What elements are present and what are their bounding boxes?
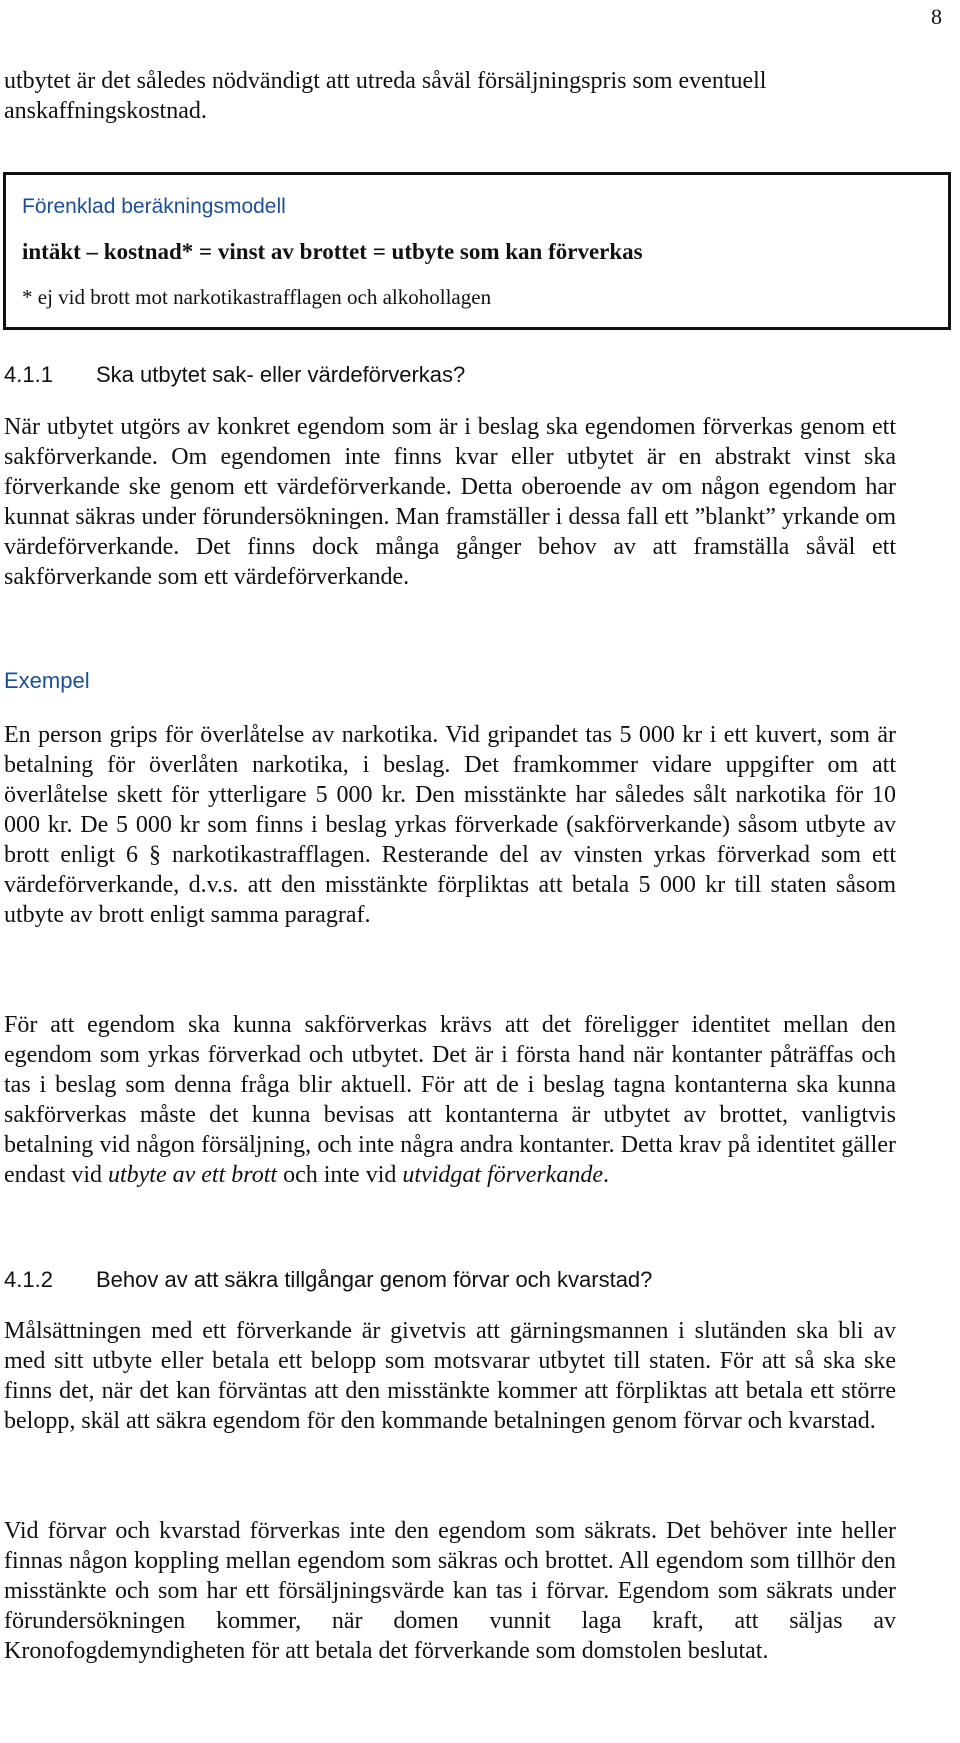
section-4-1-2-paragraph-1: Målsättningen med ett förverkande är givetvis att gärningsmannen i slutänden ska bli av med sitt utbyte eller betala ett belopp som motsvarar utbytet till staten. För att så ska ske finns det, när det kan förväntas att den misstänkte kommer att förpliktas att betala ett större belopp, skäl att säkra egendom för den kommande betalningen genom förvar och kvarstad. <box>4 1318 896 1434</box>
section-heading-4-1-2 <box>4 1267 652 1293</box>
section-4-1-1-paragraph: När utbytet utgörs av konkret egendom som är i beslag ska egendomen förverkas genom ett sakförverkande. Om egendomen inte finns kvar eller utbytet är en abstrakt vinst ska förverkande ske genom ett värdeförverkande. Detta oberoende av om någon egendom har kunnat säkras under förundersökningen. Man framställer i dessa fall ett ”blankt” yrkande om värdeförverkande. Det finns dock många gånger behov av att framställa såväl ett sakförverkande som ett värdeförverkande. <box>4 414 896 590</box>
identity-middle: och inte vid <box>277 1162 403 1188</box>
section-number: 4.1.2 <box>4 1267 53 1292</box>
box-formula: intäkt – kostnad* = vinst av brottet = utbyte som kan förverkas <box>22 239 643 264</box>
identity-end: . <box>603 1162 609 1188</box>
section-heading-4-1-1 <box>4 362 465 388</box>
identity-text: För att egendom ska kunna sakförverkas krävs att det föreligger identitet mellan den egendom som yrkas förverkad och utbytet. Det är i första hand när kontanter påträffas och tas i beslag som denna fråga blir aktuell. För att de i beslag tagna kontanterna ska kunna sakförverkas måste det kunna bevisas att kontanterna är utbytet av brottet, vanligtvis betalning vid någon försäljning, och inte några andra kontanter. Detta krav på identitet gäller endast vid <box>4 1012 896 1188</box>
section-title: Ska utbytet sak- eller värdeförverkas? <box>96 362 466 387</box>
example-label: Exempel <box>4 668 90 693</box>
box-title: Förenklad beräkningsmodell <box>22 195 286 218</box>
box-note: * ej vid brott mot narkotikastrafflagen och alkohollagen <box>22 285 492 309</box>
page-number: 8 <box>931 4 942 29</box>
identity-paragraph <box>4 1010 896 1190</box>
identity-italic-1: utbyte av ett brott <box>107 1162 278 1188</box>
section-4-1-2-paragraph-2: Vid förvar och kvarstad förverkas inte den egendom som säkrats. Det behöver inte heller finnas någon koppling mellan egendom som säkras och brottet. All egendom som tillhör den misstänkte och som har ett försäljningsvärde kan tas i förvar. Egendom som säkrats under förundersökningen kommer, när domen vunnit laga kraft, att säljas av Kronofogdemyndigheten för att betala det förverkande som domstolen beslutat. <box>4 1518 896 1664</box>
intro-paragraph: utbytet är det således nödvändigt att utreda såväl försäljningspris som eventuell anskaffningskostnad. <box>4 68 767 124</box>
identity-italic-2: utvidgat förverkande <box>402 1162 603 1188</box>
section-number: 4.1.1 <box>4 362 53 387</box>
example-paragraph: En person grips för överlåtelse av narkotika. Vid gripandet tas 5 000 kr i ett kuvert, som är betalning för överlåten narkotika, i beslag. Det framkommer vidare uppgifter om att överlåtelse skett för ytterligare 5 000 kr. Den misstänkte har således sålt narkotika för 10 000 kr. De 5 000 kr som finns i beslag yrkas förverkade (sakförverkande) såsom utbyte av brott enligt 6 § narkotikastrafflagen. Resterande del av vinsten yrkas förverkad som ett värdeförverkande, d.v.s. att den misstänkte förpliktas att betala 5 000 kr till staten såsom utbyte av brott enligt samma paragraf. <box>4 722 896 928</box>
section-title: Behov av att säkra tillgångar genom förvar och kvarstad? <box>96 1267 653 1292</box>
calculation-model-box <box>3 172 951 330</box>
